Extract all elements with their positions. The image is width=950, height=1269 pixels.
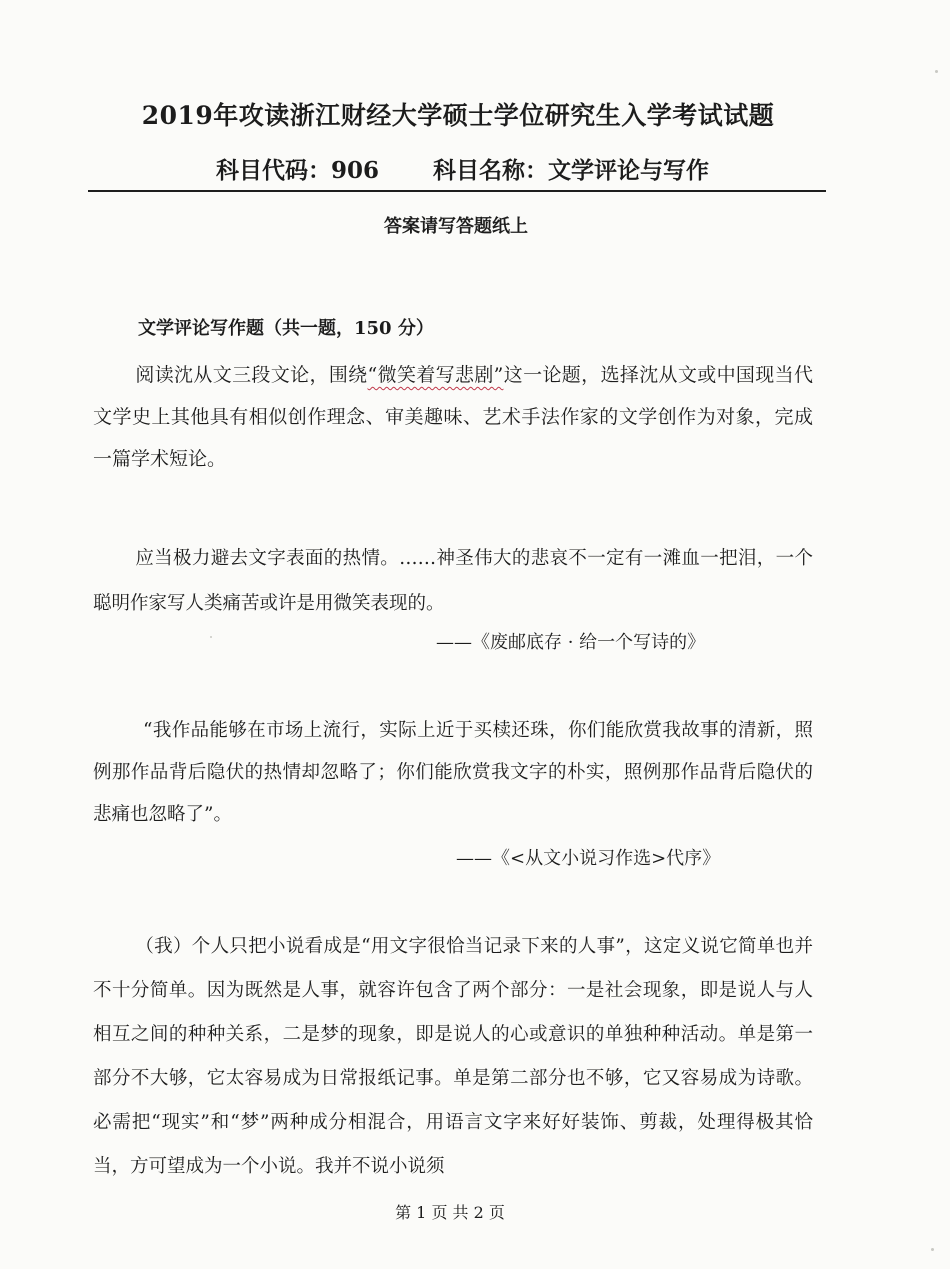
scan-speck: [935, 70, 938, 73]
subject-code: 科目代码：906: [216, 157, 380, 184]
scan-speck: [210, 636, 212, 638]
page-number: 第 1 页 共 2 页: [395, 1203, 505, 1222]
subject-line: [216, 152, 836, 185]
exam-title: 2019年攻读浙江财经大学硕士学位研究生入学考试试题: [141, 101, 775, 130]
scan-speck: [931, 1248, 934, 1251]
prompt-text-after: 这一论题，选择沈从文或中国现当代文学史上其他具有相似创作理念、审美趣味、艺术手法作家的文学创作为对象，完成一篇学术短论。: [93, 364, 813, 470]
header-divider: [88, 190, 826, 192]
quote-1-text: 应当极力避去文字表面的热情。……神圣伟大的悲哀不一定有一滩血一把泪，一个聪明作家写人类痛苦或许是用微笑表现的。: [93, 548, 813, 614]
question-prompt: [93, 354, 813, 480]
prompt-topic-highlight: “微笑着写悲剧”: [367, 364, 504, 386]
quote-3: [93, 925, 813, 1189]
quote-2-source: ——《<从文小说习作选>代序》: [456, 848, 721, 869]
quote-2-text: “我作品能够在市场上流行，实际上近于买椟还珠，你们能欣赏我故事的清新，照例那作品背后隐伏的热情却忽略了；你们能欣赏我文字的朴实，照例那作品背后隐伏的悲痛也忽略了”。: [93, 720, 813, 825]
prompt-text-before: 阅读沈从文三段文论，围绕: [135, 364, 368, 386]
quote-2: [93, 710, 813, 836]
answer-instruction: 答案请写答题纸上: [384, 216, 528, 237]
quote-3-text: （我）个人只把小说看成是“用文字很恰当记录下来的人事”，这定义说它简单也并不十分简单。因为既然是人事，就容许包含了两个部分：一是社会现象，即是说人与人相互之间的种种关系，二是梦的现象，即是说人的心或意识的单独种种活动。单是第一部分不大够，它太容易成为日常报纸记事。单是第二部分也不够，它又容易成为诗歌。必需把“现实”和“梦”两种成分相混合，用语言文字来好好装饰、剪裁，处理得极其恰当，方可望成为一个小说。我并不说小说须: [93, 936, 813, 1177]
subject-name: 科目名称：文学评论与写作: [433, 157, 710, 184]
quote-1-source: ——《废邮底存 · 给一个写诗的》: [436, 632, 706, 653]
question-heading: 文学评论写作题（共一题，150 分）: [138, 318, 434, 339]
quote-1: [93, 536, 813, 626]
